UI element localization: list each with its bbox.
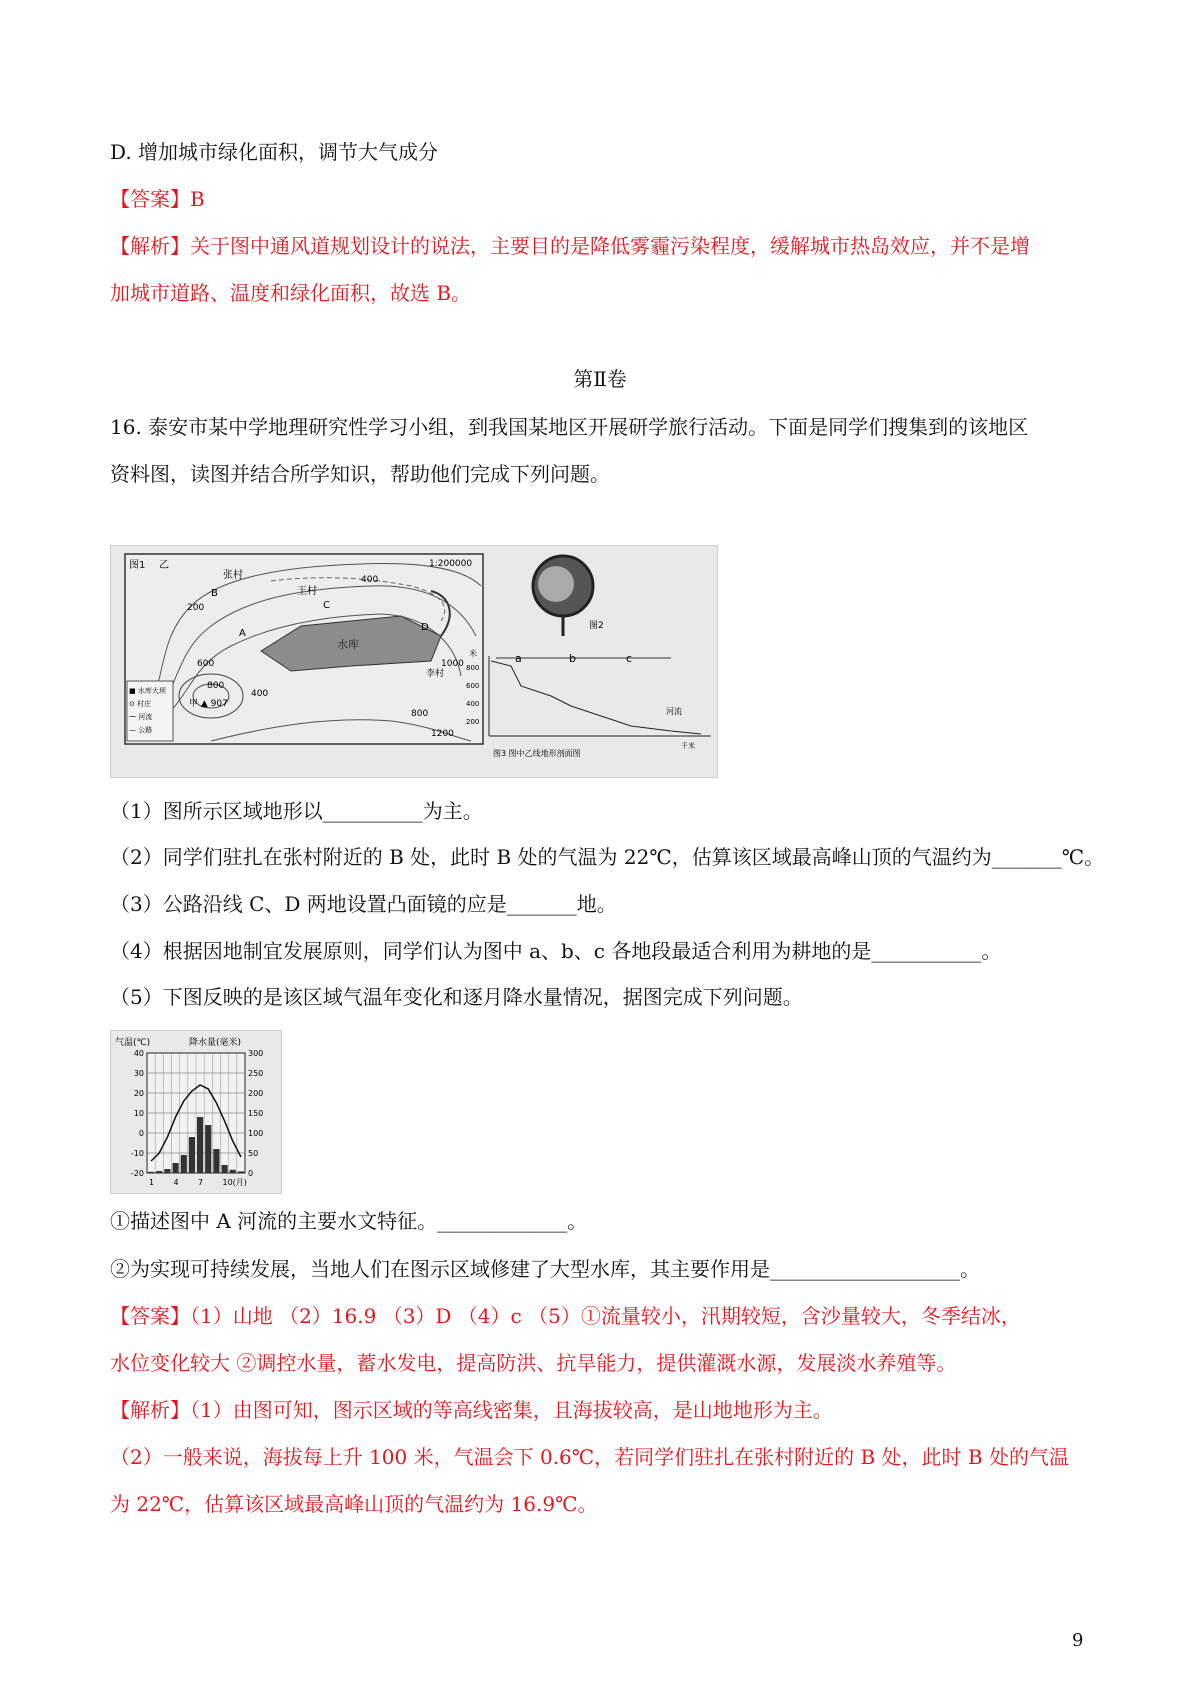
yi-label: 乙 (159, 560, 169, 571)
answer-label: 【答案】 (110, 187, 190, 211)
profile-y-tick: 800 (466, 664, 480, 672)
question-5-2: ②为实现可持续发展，当地人们在图示区域修建了大型水库，其主要作用是___________________。 (110, 1257, 980, 1281)
contour-label: 400 (361, 575, 379, 585)
answer-2-line-a (110, 1302, 1021, 1330)
answer-text: B (190, 187, 205, 211)
left-tick: 40 (133, 1049, 144, 1058)
right-tick: 300 (248, 1049, 264, 1058)
precip-bar (213, 1149, 219, 1173)
lake-label: 水库 (337, 638, 359, 651)
chart-grid (147, 1053, 245, 1173)
analysis-2-line-c: 为 22℃，估算该区域最高峰山顶的气温约为 16.9℃。 (110, 1492, 598, 1516)
lican-label: 李村 (426, 669, 445, 679)
legend-item: ⊙ 村庄 (129, 700, 152, 708)
wangcun-label: 王村 (297, 586, 317, 597)
analysis-2-line-a (110, 1396, 833, 1424)
x-tick: 10(月) (222, 1178, 247, 1187)
precip-bar (222, 1165, 228, 1173)
precip-bar (189, 1137, 195, 1173)
left-tick: -10 (130, 1149, 144, 1158)
page-number: 9 (1072, 1630, 1084, 1651)
peak-label: 甲 ▲ 907 (189, 699, 228, 709)
section-title: 第Ⅱ卷 (573, 367, 627, 391)
analysis-text: （1）由图可知，图示区域的等高线密集，且海拔较高，是山地地形为主。 (190, 1398, 833, 1422)
left-axis-label: 气温(℃) (115, 1038, 151, 1048)
analysis-1-line-b: 加城市道路、温度和绿化面积，故选 B。 (110, 281, 472, 305)
legend-item: ■ 水库大坝 (129, 687, 166, 695)
question-3: （3）公路沿线 C、D 两地设置凸面镜的应是_______地。 (110, 892, 617, 916)
analysis-2-line-b: （2）一般来说，海拔每上升 100 米，气温会下 0.6℃，若同学们驻扎在张村附近的 B 处，此时 B 处的气温 (110, 1445, 1069, 1469)
contour-label: 800 (207, 681, 225, 691)
question-1: （1）图所示区域地形以__________为主。 (110, 799, 483, 823)
left-tick: 0 (138, 1129, 144, 1138)
x-tick: 4 (173, 1178, 179, 1187)
scale-label: 1:200000 (429, 559, 473, 569)
profile-y-tick: 600 (466, 682, 480, 690)
map-figure-drawing (111, 546, 717, 777)
profile-x-unit: 千米 (681, 742, 695, 750)
point-b-label: B (211, 588, 218, 599)
profile-caption: 图3 图中乙线地形剖面图 (493, 749, 581, 758)
right-tick: 100 (248, 1129, 264, 1138)
question-16-line-a: 16. 泰安市某中学地理研究性学习小组，到我国某地区开展研学旅行活动。下面是同学们搜集到的该地区 (110, 415, 1029, 439)
x-tick: 1 (149, 1178, 155, 1187)
fig1-label: 图1 (129, 560, 146, 571)
right-axis-label: 降水量(毫米) (189, 1038, 242, 1048)
analysis-text: 关于图中通风道规划设计的说法，主要目的是降低雾霾污染程度，缓解城市热岛效应，并不是增 (190, 234, 1030, 258)
analysis-1-line-a (110, 232, 1030, 260)
answer-label: 【答案】 (110, 1304, 190, 1328)
map-figure (110, 545, 718, 778)
precip-bar (197, 1117, 203, 1173)
climate-chart-svg (111, 1031, 281, 1193)
precip-bar (148, 1172, 154, 1173)
answer-1 (110, 185, 205, 213)
question-4: （4）根据因地制宜发展原则，同学们认为图中 a、b、c 各地段最适合利用为耕地的是___________。 (110, 939, 1002, 963)
contour-label: 400 (251, 689, 269, 699)
contour-label: 800 (411, 709, 429, 719)
right-tick: 150 (248, 1109, 264, 1118)
precip-bar (181, 1155, 187, 1173)
profile-river-label: 河流 (666, 707, 682, 716)
legend-item: — 公路 (129, 726, 153, 734)
precip-bar (230, 1170, 236, 1173)
point-a-label: A (239, 628, 246, 639)
profile-y-tick: 200 (466, 718, 480, 726)
legend-item: ⁓ 河流 (129, 713, 153, 721)
profile-y-tick: 400 (466, 700, 480, 708)
right-tick: 0 (248, 1169, 254, 1178)
segment-b-label: b (569, 652, 576, 665)
zhangcun-label: 张村 (223, 570, 243, 581)
x-tick: 7 (198, 1178, 204, 1187)
left-tick: -20 (130, 1169, 144, 1178)
terrain-profile (491, 661, 701, 734)
option-d: D. 增加城市绿化面积，调节大气成分 (110, 140, 439, 164)
point-d-label: D (421, 622, 429, 633)
point-c-label: C (323, 600, 330, 611)
left-tick: 20 (133, 1089, 144, 1098)
analysis-label: 【解析】 (110, 234, 190, 258)
profile-y-unit: 米 (469, 649, 477, 658)
question-2: （2）同学们驻扎在张村附近的 B 处，此时 B 处的气温为 22℃，估算该区域最高峰山顶的气温约为_______℃。 (110, 845, 1105, 869)
contour-label: 200 (187, 603, 205, 613)
answer-text: （1）山地 （2）16.9 （3）D （4）c （5）①流量较小，汛期较短，含沙量较大，冬季结冰， (190, 1304, 1021, 1328)
question-16-line-b: 资料图，读图并结合所学知识，帮助他们完成下列问题。 (110, 462, 610, 486)
contour-label: 1200 (431, 729, 454, 739)
fig2-label: 图2 (589, 621, 604, 631)
precip-bar (205, 1125, 211, 1173)
convex-mirror-glass (538, 566, 574, 602)
segment-a-label: a (515, 652, 522, 665)
answer-2-line-b: 水位变化较大 ②调控水量，蓄水发电，提高防洪、抗旱能力，提供灌溉水源，发展淡水养殖等。 (110, 1351, 957, 1375)
segment-c-label: c (626, 652, 633, 665)
right-tick: 200 (248, 1089, 264, 1098)
left-tick: 10 (133, 1109, 144, 1118)
contour-label: 1000 (441, 659, 464, 669)
right-tick: 250 (248, 1069, 264, 1078)
precip-bar (164, 1169, 170, 1173)
left-tick: 30 (133, 1069, 144, 1078)
right-tick: 50 (248, 1149, 259, 1158)
precip-bar (173, 1163, 179, 1173)
question-5: （5）下图反映的是该区域气温年变化和逐月降水量情况，据图完成下列问题。 (110, 985, 803, 1009)
question-5-1: ①描述图中 A 河流的主要水文特征。_____________。 (110, 1209, 588, 1233)
precip-bar (238, 1171, 244, 1173)
contour-label: 600 (197, 659, 215, 669)
analysis-label: 【解析】 (110, 1398, 190, 1422)
climate-chart (110, 1030, 282, 1194)
precip-bar (156, 1171, 162, 1173)
